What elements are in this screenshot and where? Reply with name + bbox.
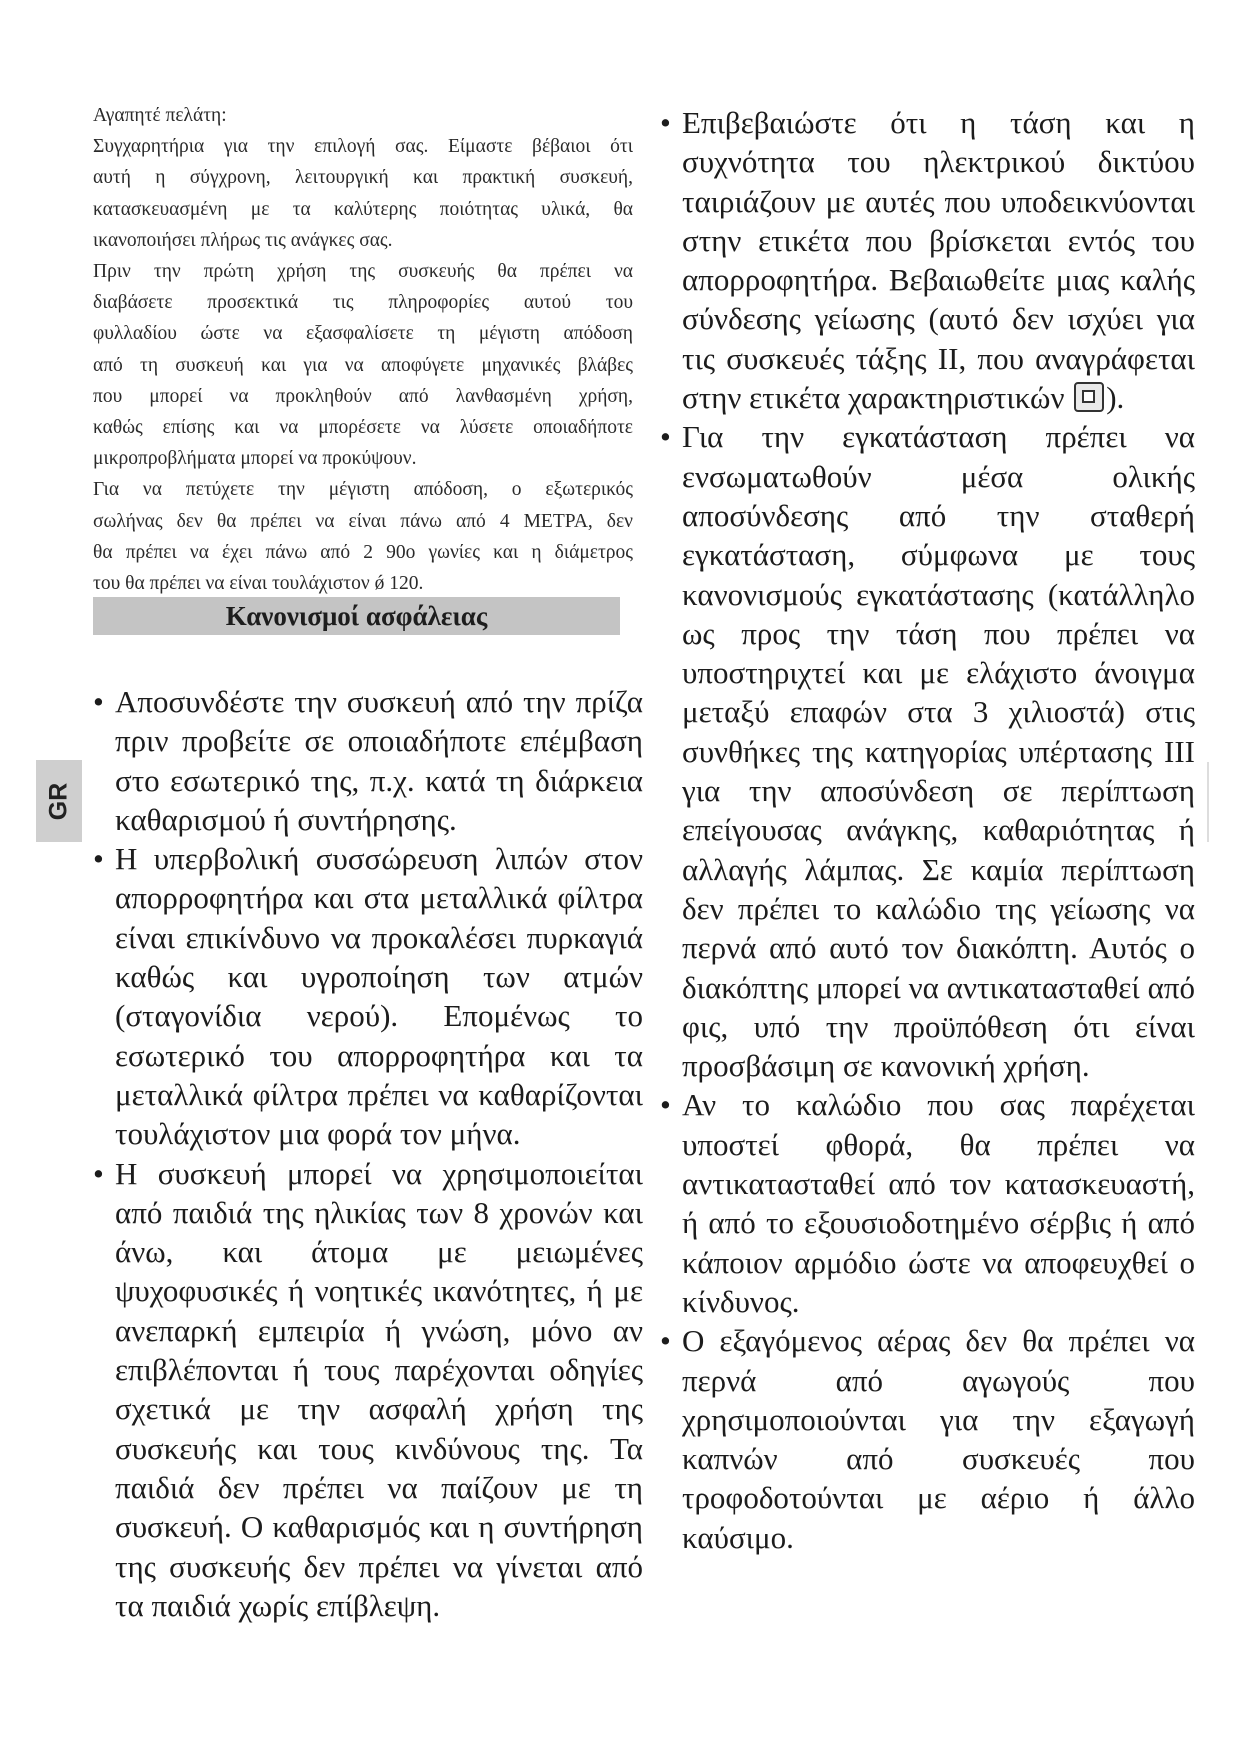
intro-line: διαβάσετε προσεκτικά τις πληροφορίες αυτού του xyxy=(93,292,633,314)
intro-line: σωλήνας δεν θα πρέπει να είναι πάνω από 4 ΜΕΤΡΑ, δεν xyxy=(93,510,633,532)
intro-line: κατασκευασμένη με τα καλύτερης ποιότητας υλικά, θα xyxy=(93,198,633,220)
list-item xyxy=(660,103,1195,417)
bullet-mark: • xyxy=(660,1323,671,1359)
bullet-mark: • xyxy=(93,841,104,877)
bullet-mark: • xyxy=(660,105,671,140)
language-tab xyxy=(36,760,82,842)
intro-line: φυλλαδίου ώστε να εξασφαλίσετε τη μέγιστη απόδοση xyxy=(93,323,633,345)
intro-line: ικανοποιήσει πλήρως τις ανάγκες σας. xyxy=(93,229,393,251)
intro-line: καθώς επίσης και να μπορέσετε να λύσετε οποιαδήποτε xyxy=(93,417,633,439)
safety-list-right xyxy=(660,103,1195,1557)
intro-line: Συγχαρητήρια για την επιλογή σας. Είμαστε βέβαιοι ότι xyxy=(93,136,633,158)
margin-rule xyxy=(1207,762,1209,842)
list-item-text: Η συσκευή μπορεί να χρησιμοποιείται από παιδιά της ηλικίας των 8 χρονών και άνω, και άτομα με μειωμένες ψυχοφυσικές ή νοητικές ικανότητες, ή με ανεπαρκή εμπειρία ή γνώση, μόνο αν επιβλέπονται ή τους παρέχονται οδηγίες σχετικά με την ασφαλή χρήση της συσκευής και τους κινδύνους της. Τα παιδιά δεν πρέπει να παίζουν με τη συσκευή. Ο καθαρισμός και η συντήρηση της συσκευής δεν πρέπει να γίνεται από τα παιδιά χωρίς επίβλεψη. xyxy=(115,1155,643,1623)
list-item xyxy=(660,417,1195,1085)
list-item xyxy=(660,1085,1195,1321)
list-item-text: Για την εγκατάσταση πρέπει να ενσωματωθούν μέσα ολικής αποσύνδεσης από την σταθερή εγκατάσταση, σύμφωνα με τους κανονισμούς εγκατάστασης (κατάλληλο ως προς την τάση που πρέπει να υποστηριχτεί και με ελάχιστο άνοιγμα μεταξύ επαφών στα 3 χιλιοστά) στις συνθήκες της κατηγορίας υπέρτασης III για την αποσύνδεση σε περίπτωση επείγουσας ανάγκης, καθαριότητας ή αλλαγής λάμπας. Σε καμία περίπτωση δεν πρέπει το καλώδιο της γείωσης να περνά από αυτό τον διακόπτη. Αυτός ο διακόπτης μπορεί να αντικατασταθεί από φις, υπό την προϋπόθεση ότι είναι προσβάσιμη σε κανονική χρήση. xyxy=(682,419,1195,1084)
intro-line: αυτή η σύγχρονη, λειτουργική και πρακτική συσκευή, xyxy=(93,167,633,189)
intro-line: Πριν την πρώτη χρήση της συσκευής θα πρέπει να xyxy=(93,261,633,283)
left-column xyxy=(93,100,633,599)
intro-text xyxy=(93,100,633,599)
list-item xyxy=(660,1321,1195,1557)
list-item-text: Αποσυνδέστε την συσκευή από την πρίζα πριν προβείτε σε οποιαδήποτε επέμβαση στο εσωτερικό της, π.χ. κατά τη διάρκεια καθαρισμού ή συντήρησης. xyxy=(115,684,643,837)
bullet-mark: • xyxy=(93,1155,104,1191)
list-item-text: Η υπερβολική συσσώρευση λιπών στον απορροφητήρα και στα μεταλλικά φίλτρα είναι επικίνδυνο να προκαλέσει πυρκαγιά καθώς και υγροποίηση των ατμών (σταγονίδια νερού). Επομένως το εσωτερικό του απορροφητήρα και τα μεταλλικά φίλτρα πρέπει να καθαρίζονται τουλάχιστον μια φορά τον μήνα. xyxy=(115,841,643,1152)
bullet-mark: • xyxy=(93,684,104,719)
intro-line: του θα πρέπει να είναι τουλάχιστον ǿ 120. xyxy=(93,573,424,595)
intro-line: από τη συσκευή και για να αποφύγετε μηχανικές βλάβες xyxy=(93,354,633,376)
intro-line: που μπορεί να προκληθούν από λανθασμένη χρήση, xyxy=(93,385,633,407)
safety-list-left xyxy=(93,682,643,1625)
list-item-text: Αν το καλώδιο που σας παρέχεται υποστεί φθορά, θα πρέπει να αντικατασταθεί από τον κατασκευαστή, ή από το εξουσιοδοτημένο σέρβις ή από κάποιον αρμόδιο ώστε να αποφευχθεί ο κίνδυνος. xyxy=(682,1087,1195,1319)
section-heading: Κανονισμοί ασφάλειας xyxy=(93,597,620,635)
list-item xyxy=(93,1154,643,1626)
intro-line: Για να πετύχετε την μέγιστη απόδοση, ο εξωτερικός xyxy=(93,479,633,501)
list-item-text: Επιβεβαιώστε ότι η τάση και η συχνότητα του ηλεκτρικού δικτύου ταιριάζουν με αυτές που υποδεικνύονται στην ετικέτα που βρίσκεται εντός του απορροφητήρα. Βεβαιωθείτε μιας καλής σύνδεσης γείωσης (αυτό δεν ισχύει για τις συσκευές τάξης II, που αναγράφεται στην ετικέτα χαρακτηριστικών xyxy=(682,105,1195,416)
language-tab-label: GR xyxy=(44,782,73,820)
list-item-text: Ο εξαγόμενος αέρας δεν θα πρέπει να περνά από αγωγούς που χρησιμοποιούνται για την εξαγωγή καπνών από συσκευές που τροφοδοτούνται με αέριο ή άλλο καύσιμο. xyxy=(682,1323,1195,1555)
class-ii-double-insulation-icon xyxy=(1074,382,1104,412)
bullet-mark: • xyxy=(660,1087,671,1123)
list-item xyxy=(93,682,643,839)
greeting: Αγαπητέ πελάτη: xyxy=(93,105,227,126)
list-item-text-end: ). xyxy=(1106,380,1125,416)
intro-line: θα πρέπει να έχει πάνω από 2 90ο γωνίες και η διάμετρος xyxy=(93,541,633,563)
intro-line: μικροπροβλήματα μπορεί να προκύψουν. xyxy=(93,448,417,470)
list-item xyxy=(93,839,643,1153)
bullet-mark: • xyxy=(660,419,671,455)
